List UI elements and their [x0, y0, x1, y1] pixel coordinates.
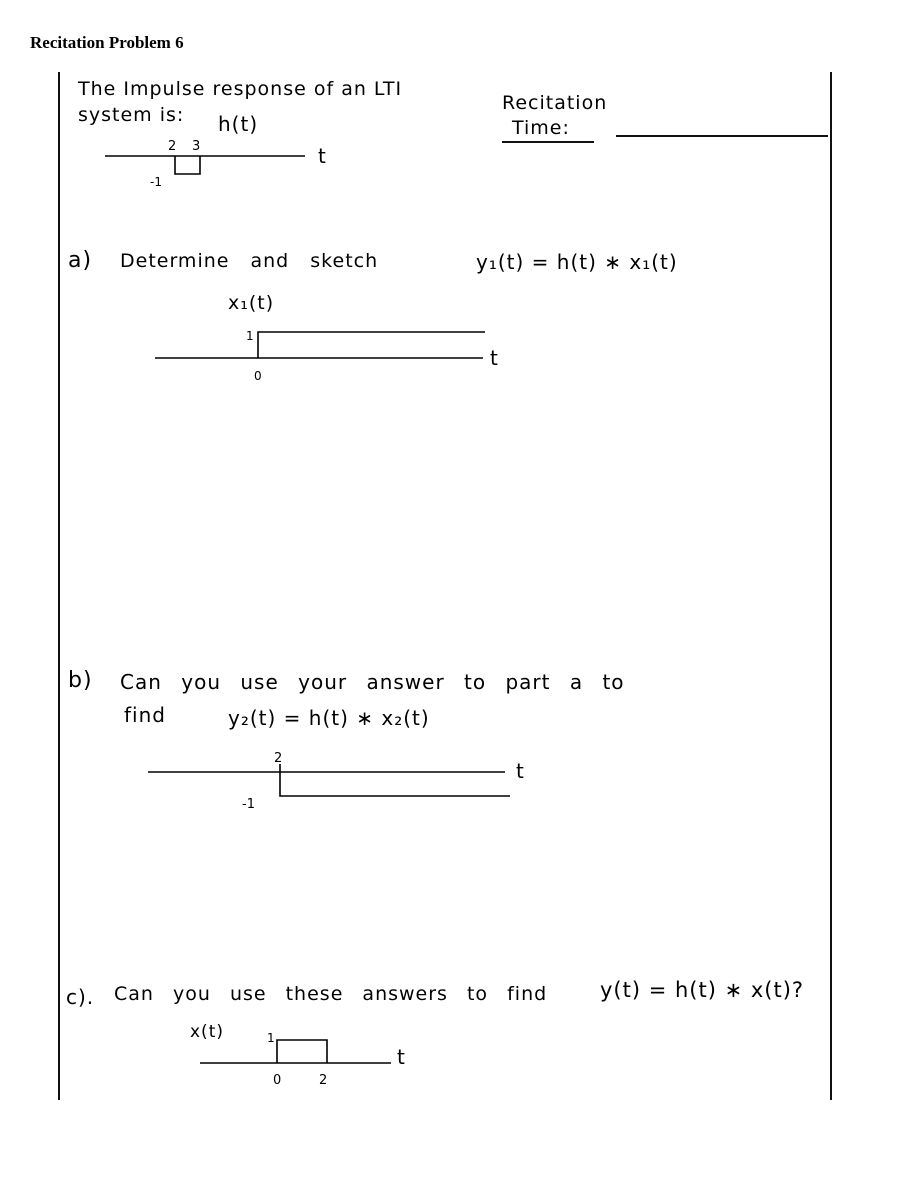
intro-line-2: system is:	[78, 104, 185, 126]
h-plot-pulse	[175, 156, 200, 174]
x-plot-pulse	[277, 1040, 327, 1063]
x-plot	[195, 1028, 435, 1093]
h-plot-axis-label: t	[318, 144, 326, 168]
time-value-line[interactable]	[616, 135, 828, 137]
part-a-equation: y₁(t) = h(t) ∗ x₁(t)	[476, 250, 678, 274]
h-plot-tick-2: 2	[168, 139, 177, 154]
part-a-marker: a)	[68, 248, 93, 273]
page-title: Recitation Problem 6	[30, 33, 184, 52]
x2-plot-step-label: 2	[274, 751, 283, 766]
time-label-underline	[502, 141, 594, 143]
part-c-prompt: Can you use these answers to find	[114, 983, 548, 1005]
x-plot-tick-0: 0	[273, 1073, 282, 1088]
part-c-equation: y(t) = h(t) ∗ x(t)?	[600, 978, 805, 1002]
x2-plot-axis-label: t	[516, 759, 524, 783]
left-margin-line	[58, 72, 60, 1100]
x-plot-tick-2: 2	[319, 1073, 328, 1088]
x1-plot-step	[258, 332, 485, 358]
h-plot-label: h(t)	[218, 112, 259, 136]
part-b-equation: y₂(t) = h(t) ∗ x₂(t)	[228, 706, 430, 730]
part-a-prompt: Determine and sketch	[120, 250, 379, 272]
right-margin-line	[830, 72, 832, 1100]
x2-plot-level: -1	[242, 797, 255, 812]
recitation-label: Recitation	[502, 92, 608, 114]
x-plot-label: x(t)	[190, 1022, 224, 1042]
x-plot-level: 1	[267, 1031, 275, 1045]
x1-plot-level: 1	[246, 329, 254, 343]
part-b-prompt-line-1: Can you use your answer to part a to	[120, 670, 625, 694]
part-b-marker: b)	[68, 668, 93, 693]
part-c-marker: c).	[66, 985, 95, 1009]
x2-plot-step	[280, 764, 510, 796]
h-plot-tick-3: 3	[192, 139, 201, 154]
x-plot-axis-label: t	[397, 1045, 405, 1069]
x1-plot-origin: 0	[254, 369, 262, 383]
intro-line-1: The Impulse response of an LTI	[78, 78, 403, 100]
h-plot	[100, 130, 350, 205]
x2-plot	[140, 752, 540, 822]
time-label: Time:	[512, 117, 570, 139]
x1-plot-label: x₁(t)	[228, 292, 275, 314]
x1-plot	[150, 322, 520, 392]
part-b-prompt-line-2: find	[124, 703, 166, 727]
x1-plot-axis-label: t	[490, 346, 498, 370]
h-plot-level: -1	[150, 175, 162, 189]
